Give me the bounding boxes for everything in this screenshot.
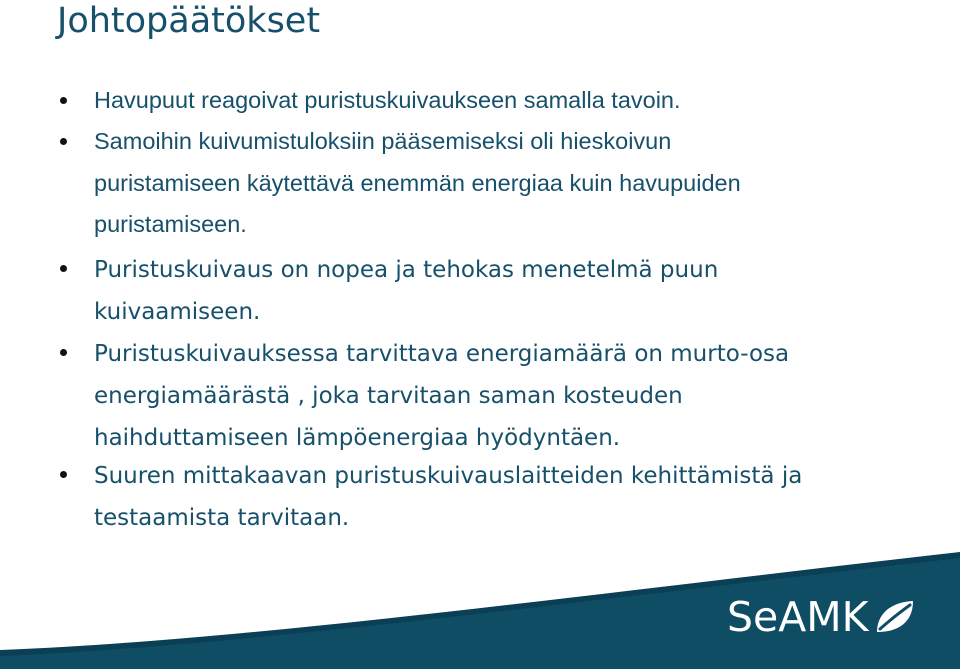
leaf-icon: [873, 598, 917, 636]
bullet-text: Suuren mittakaavan puristuskuivauslaitteiden kehittämistä ja testaamista tarvitaan.: [94, 463, 803, 531]
bullet-text: Puristuskuivauksessa tarvittava energiamäärä on murto-osa energiamäärästä , joka tarvitaan saman kosteuden haihduttamiseen lämpöenergiaa hyödyntäen.: [94, 341, 790, 451]
bullet-text: Samoihin kuivumistuloksiin pääsemiseksi oli hieskoivun puristamiseen käytettävä enemmän energiaa kuin havupuiden puristamiseen.: [94, 128, 741, 237]
seamk-logo: [727, 592, 917, 642]
bullet-text: Puristuskuivaus on nopea ja tehokas menetelmä puun kuivaamiseen.: [94, 257, 719, 325]
slide-title: Johtopäätökset: [57, 1, 321, 41]
bullet-text: Havupuut reagoivat puristuskuivaukseen samalla tavoin.: [94, 87, 681, 113]
logo-text: SeAMK: [727, 593, 869, 641]
